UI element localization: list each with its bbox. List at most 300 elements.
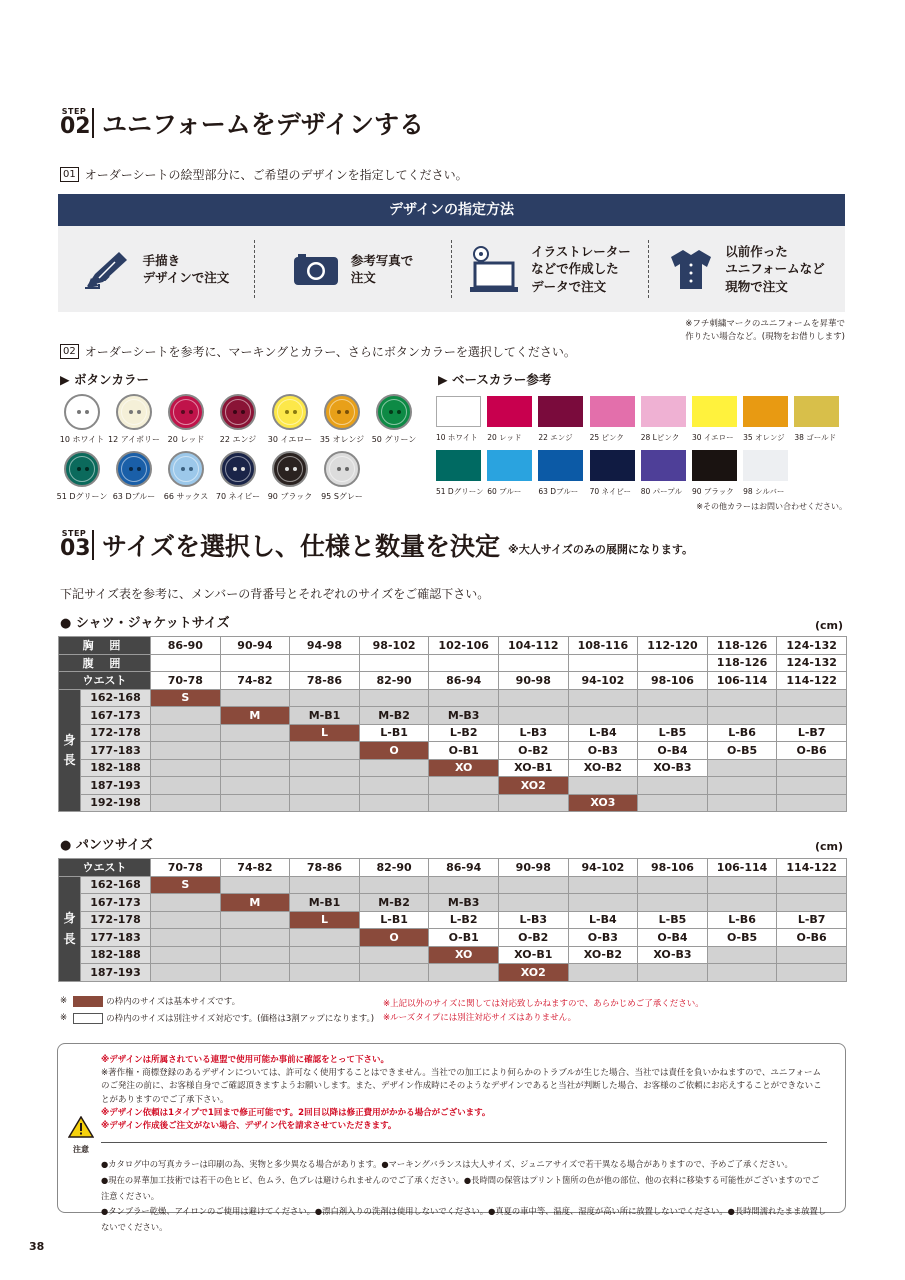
warning-icon [68, 1116, 94, 1138]
size-cell [220, 777, 290, 795]
button-color-item [368, 394, 420, 451]
table-row [59, 777, 847, 795]
base-color-label: 10 ホワイト [436, 433, 478, 442]
base-swatch [538, 396, 583, 427]
height-range: 192-198 [81, 794, 151, 812]
caution-line: ※デザイン作成後ご注文がない場合、デザイン代を請求させていただきます。 [101, 1120, 397, 1131]
size-cell [359, 946, 429, 964]
size-cell [707, 964, 777, 982]
size-cell: XO-B2 [568, 759, 638, 777]
base-color-label: 20 レッド [487, 433, 522, 442]
size-cell [707, 707, 777, 725]
caution-label: 注意 [73, 1145, 89, 1154]
size-cell: O-B1 [429, 929, 499, 947]
base-color-label: 80 パープル [640, 487, 683, 496]
button-color-label: 35 オレンジ [319, 435, 365, 444]
table-header-row [59, 637, 847, 655]
size-cell [707, 946, 777, 964]
step-03-heading [60, 530, 693, 560]
header-cell: 90-94 [220, 637, 290, 655]
header-cell: 90-98 [498, 859, 568, 877]
base-color-label: 22 エンジ [538, 433, 573, 442]
shirt-size-table [58, 636, 847, 812]
button-swatch [376, 394, 412, 430]
button-color-label: 20 レッド [167, 435, 205, 444]
size-cell: L-B7 [777, 724, 847, 742]
table-row [59, 929, 847, 947]
size-cell [151, 894, 221, 912]
base-swatch [641, 396, 686, 427]
size-cell [777, 964, 847, 982]
header-cell: 98-106 [638, 672, 708, 690]
size-cell [777, 894, 847, 912]
size-cell [498, 707, 568, 725]
size-cell: L-B7 [777, 911, 847, 929]
shirt-table-unit: (cm) [814, 619, 843, 632]
size-cell: L-B2 [429, 724, 499, 742]
height-label: 身 長 [59, 876, 81, 981]
size-cell [220, 929, 290, 947]
size-cell [638, 964, 708, 982]
size-cell: M-B2 [359, 707, 429, 725]
base-swatch [436, 450, 481, 481]
size-cell: L-B1 [359, 911, 429, 929]
header-cell: 74-82 [220, 859, 290, 877]
row-header: 胸 囲 [59, 637, 151, 655]
size-cell [151, 724, 221, 742]
size-cell: L-B5 [638, 724, 708, 742]
size-cell [777, 759, 847, 777]
size-cell: L-B6 [707, 911, 777, 929]
header-cell: 104-112 [498, 637, 568, 655]
size-cell: XO3 [568, 794, 638, 812]
size-cell [707, 759, 777, 777]
size-cell: O-B5 [707, 929, 777, 947]
header-cell: 108-116 [568, 637, 638, 655]
button-color-label: 95 Sグレー [321, 492, 363, 501]
header-cell [568, 654, 638, 672]
header-cell [290, 654, 360, 672]
size-cell [707, 689, 777, 707]
method-physical [649, 240, 845, 298]
size-cell [151, 759, 221, 777]
header-cell [220, 654, 290, 672]
size-cell [220, 724, 290, 742]
size-cell [707, 876, 777, 894]
caution-line: ※デザイン依頼は1タイプで1回まで修正可能です。2回目以降は修正費用がかかる場合がございます。 [101, 1107, 491, 1118]
height-range: 177-183 [81, 742, 151, 760]
step-title: サイズを選択し、仕様と数量を決定 [102, 531, 501, 561]
header-cell: 98-106 [638, 859, 708, 877]
header-cell: 102-106 [429, 637, 499, 655]
base-color-label: 25 ピンク [589, 433, 624, 442]
size-cell: L-B2 [429, 911, 499, 929]
size-cell: XO-B3 [638, 759, 708, 777]
camera-icon [293, 252, 339, 286]
table-row [59, 724, 847, 742]
base-color-label: 28 Lピンク [640, 433, 680, 442]
button-color-item [264, 394, 316, 451]
button-color-item [56, 451, 108, 508]
size-cell [359, 964, 429, 982]
button-color-item [160, 394, 212, 451]
button-swatch [272, 394, 308, 430]
header-cell: 124-132 [777, 654, 847, 672]
care-note: ●現在の昇華加工技術では若干の色ヒビ、色ムラ、色ブレは避けられませんのでご了承ください。●長時間の保管はプリント箇所の色が他の部位、他の衣料に移染する可能性がございますのでご注意ください。 [101, 1174, 820, 1201]
size-cell: L-B3 [498, 911, 568, 929]
button-swatch [220, 394, 256, 430]
button-swatch [64, 451, 100, 487]
size-cell: XO-B1 [498, 946, 568, 964]
header-cell: 118-126 [707, 637, 777, 655]
button-swatch [116, 451, 152, 487]
size-cell: O-B5 [707, 742, 777, 760]
size-cell: O-B3 [568, 929, 638, 947]
button-color-title: ▶ ボタンカラー [60, 372, 149, 387]
base-color-item [436, 450, 487, 504]
size-cell: XO-B3 [638, 946, 708, 964]
base-color-label: 70 ネイビー [589, 487, 632, 496]
table-row [59, 894, 847, 912]
base-swatch [743, 396, 788, 427]
size-cell: XO-B2 [568, 946, 638, 964]
size-cell [220, 689, 290, 707]
header-cell: 82-90 [359, 859, 429, 877]
method-photo [255, 240, 452, 298]
header-cell: 106-114 [707, 672, 777, 690]
height-range: 172-178 [81, 724, 151, 742]
size-cell [220, 876, 290, 894]
size-cell [429, 876, 499, 894]
row-header: 腹 囲 [59, 654, 151, 672]
header-cell: 86-94 [429, 672, 499, 690]
base-swatch [538, 450, 583, 481]
caution-line: ※著作権・商標登録のあるデザインについては、許可なく使用することはできません。当社での加工により何らかのトラブルが生じた場合、当社では責任を負いかねますので、ユニフォームのご発注の前に、お客様自身でご確認頂きますようお願いします。また、デザイン作成時にそのようなデザインであると当社が判断した場合、お客様のご依頼にお応えすることができないことがありますのでご了承下さい。 [101, 1068, 822, 1105]
size-cell [220, 911, 290, 929]
size-cell [498, 876, 568, 894]
base-color-item [590, 396, 641, 450]
base-color-item [692, 396, 743, 450]
shirt-icon [669, 247, 713, 291]
height-range: 187-193 [81, 964, 151, 982]
size-cell [290, 777, 360, 795]
size-cell [429, 964, 499, 982]
table-row [59, 689, 847, 707]
care-note: ●カタログ中の写真カラーは印刷の為、実物と多少異なる場合があります。●マーキングバランスは大人サイズ、ジュニアサイズで若干異なる場合がありますので、予めご了承ください。 [101, 1159, 793, 1169]
base-color-item [692, 450, 743, 504]
button-swatch [168, 394, 204, 430]
base-color-item [743, 396, 794, 450]
size-cell [568, 964, 638, 982]
method-label: 参考写真で 注文 [350, 252, 414, 285]
header-cell: 94-102 [568, 859, 638, 877]
size-cell [568, 894, 638, 912]
size-cell [359, 777, 429, 795]
legend-swatch-white [73, 1013, 103, 1024]
caution-box [57, 1043, 846, 1232]
size-cell [151, 964, 221, 982]
size-cell: O-B4 [638, 742, 708, 760]
height-range: 182-188 [81, 946, 151, 964]
size-cell [638, 876, 708, 894]
header-cell: 114-122 [777, 672, 847, 690]
design-method-panel [58, 226, 845, 312]
method-label: イラストレーター などで作成した データで注文 [531, 243, 631, 294]
size-cell [151, 777, 221, 795]
base-color-item [487, 396, 538, 450]
size-cell [220, 964, 290, 982]
size-cell [568, 876, 638, 894]
caution-line: ※デザインは所属されている連盟で使用可能か事前に確認をとって下さい。 [101, 1055, 390, 1065]
table-row [59, 759, 847, 777]
size-cell [151, 946, 221, 964]
header-cell: 94-98 [290, 637, 360, 655]
table-header-row [59, 672, 847, 690]
base-swatch [794, 396, 839, 427]
size-cell: S [151, 876, 221, 894]
size-cell [151, 742, 221, 760]
pants-table-title: ● パンツサイズ [60, 838, 153, 853]
step-02-heading [60, 108, 424, 138]
height-range: 177-183 [81, 929, 151, 947]
button-color-label: 22 エンジ [219, 435, 257, 444]
base-swatch [590, 396, 635, 427]
header-cell [359, 654, 429, 672]
size-cell [638, 794, 708, 812]
base-color-grid [436, 396, 846, 504]
base-swatch [692, 396, 737, 427]
button-swatch [220, 451, 256, 487]
size-cell: O-B1 [429, 742, 499, 760]
button-swatch [324, 451, 360, 487]
step-number: 03 [60, 536, 91, 561]
legend-swatch-brown [73, 996, 103, 1007]
legend-base-size: ※ の枠内のサイズは基本サイズです。 [60, 996, 241, 1007]
table-row [59, 742, 847, 760]
header-cell: 86-94 [429, 859, 499, 877]
base-color-label: 90 ブラック [691, 487, 734, 496]
size-cell: M-B3 [429, 707, 499, 725]
size-cell [638, 894, 708, 912]
button-color-item [264, 451, 316, 508]
button-swatch [272, 451, 308, 487]
base-swatch [590, 450, 635, 481]
size-cell [498, 894, 568, 912]
size-cell: O-B4 [638, 929, 708, 947]
base-color-item [794, 396, 845, 450]
size-cell: L-B4 [568, 724, 638, 742]
size-cell: L [290, 911, 360, 929]
size-cell [290, 742, 360, 760]
base-swatch [436, 396, 481, 427]
table-header-row [59, 859, 847, 877]
size-cell [638, 707, 708, 725]
size-cell [359, 794, 429, 812]
method-data [452, 240, 649, 298]
size-cell [290, 794, 360, 812]
height-range: 162-168 [81, 876, 151, 894]
base-color-label: 63 Dブルー [538, 487, 579, 496]
size-cell: XO [429, 759, 499, 777]
size-cell: M-B1 [290, 894, 360, 912]
design-method-header: デザインの指定方法 [58, 194, 845, 226]
base-color-item [487, 450, 538, 504]
base-color-title: ▶ ベースカラー参考 [438, 372, 552, 387]
base-color-item [538, 450, 589, 504]
header-cell: 118-126 [707, 654, 777, 672]
base-swatch [487, 396, 532, 427]
header-cell: 94-102 [568, 672, 638, 690]
size-cell [777, 794, 847, 812]
size-cell: M-B2 [359, 894, 429, 912]
page-number: 38 [29, 1240, 45, 1253]
button-color-item [316, 394, 368, 451]
size-cell [220, 946, 290, 964]
height-range: 187-193 [81, 777, 151, 795]
height-range: 182-188 [81, 759, 151, 777]
size-cell [498, 794, 568, 812]
size-cell [220, 794, 290, 812]
base-color-label: 38 ゴールド [794, 433, 837, 442]
header-cell: 112-120 [638, 637, 708, 655]
size-cell [498, 689, 568, 707]
size-cell [151, 911, 221, 929]
height-range: 167-173 [81, 894, 151, 912]
button-swatch [116, 394, 152, 430]
table-row [59, 946, 847, 964]
button-color-item [160, 451, 212, 508]
base-color-label: 35 オレンジ [743, 433, 785, 442]
size-cell: M-B1 [290, 707, 360, 725]
header-cell: 106-114 [707, 859, 777, 877]
size-cell [777, 946, 847, 964]
header-cell: 78-86 [290, 859, 360, 877]
header-cell: 74-82 [220, 672, 290, 690]
size-cell [359, 689, 429, 707]
laptop-icon [469, 245, 519, 293]
size-cell: S [151, 689, 221, 707]
size-cell: XO [429, 946, 499, 964]
size-intro: 下記サイズ表を参考に、メンバーの背番号とそれぞれのサイズをご確認下さい。 [60, 587, 490, 601]
instruction-02: 02 オーダーシートを参考に、マーキングとカラー、さらにボタンカラーを選択してください。 [60, 343, 576, 360]
size-cell: M-B3 [429, 894, 499, 912]
size-cell [429, 777, 499, 795]
size-cell [777, 707, 847, 725]
table-row [59, 876, 847, 894]
size-cell: XO2 [498, 777, 568, 795]
size-cell: XO2 [498, 964, 568, 982]
size-cell [290, 759, 360, 777]
base-color-label: 60 ブルー [487, 487, 522, 496]
height-range: 167-173 [81, 707, 151, 725]
size-cell [777, 689, 847, 707]
header-cell: 82-90 [359, 672, 429, 690]
base-color-item [641, 396, 692, 450]
header-cell [638, 654, 708, 672]
legend-extra-size: ※ の枠内のサイズは別注サイズ対応です。(価格は3割アップになります。) [60, 1013, 375, 1024]
height-label: 身 長 [59, 689, 81, 812]
base-color-item [538, 396, 589, 450]
button-color-label: 10 ホワイト [59, 435, 105, 444]
size-cell: XO-B1 [498, 759, 568, 777]
step-title: ユニフォームをデザインする [102, 109, 425, 139]
header-cell: 124-132 [777, 637, 847, 655]
header-cell: 90-98 [498, 672, 568, 690]
base-color-item [590, 450, 641, 504]
size-cell [568, 777, 638, 795]
pants-table-unit: (cm) [814, 840, 843, 853]
method-label: 手描き デザインで注文 [142, 252, 230, 285]
size-cell: O-B6 [777, 929, 847, 947]
size-cell: O [359, 742, 429, 760]
header-cell: 78-86 [290, 672, 360, 690]
height-range: 172-178 [81, 911, 151, 929]
header-cell: 114-122 [777, 859, 847, 877]
button-swatch [64, 394, 100, 430]
size-cell [707, 777, 777, 795]
button-color-label: 70 ネイビー [215, 492, 261, 501]
size-note-2: ※ルーズタイプには別注対応サイズはありません。 [383, 1013, 577, 1023]
size-cell: L-B5 [638, 911, 708, 929]
step-number: 02 [60, 114, 91, 139]
size-cell [359, 759, 429, 777]
button-color-item [56, 394, 108, 451]
size-cell [707, 794, 777, 812]
button-color-label: 66 サックス [163, 492, 209, 501]
button-color-item [108, 451, 160, 508]
button-swatch [168, 451, 204, 487]
size-cell: O-B3 [568, 742, 638, 760]
size-cell [151, 929, 221, 947]
button-color-label: 63 Dブルー [112, 492, 156, 501]
table-row [59, 794, 847, 812]
table-header-row [59, 654, 847, 672]
size-cell: O-B2 [498, 929, 568, 947]
header-cell [429, 654, 499, 672]
size-cell [290, 929, 360, 947]
height-range: 162-168 [81, 689, 151, 707]
size-cell [638, 689, 708, 707]
button-color-label: 50 グリーン [371, 435, 417, 444]
base-color-item [641, 450, 692, 504]
base-color-label: 98 シルバー [743, 487, 785, 496]
size-cell: L-B4 [568, 911, 638, 929]
size-cell: M [220, 707, 290, 725]
size-cell: O-B2 [498, 742, 568, 760]
size-cell: O-B6 [777, 742, 847, 760]
base-swatch [641, 450, 686, 481]
instruction-01: 01 オーダーシートの絵型部分に、ご希望のデザインを指定してください。 [60, 166, 468, 183]
size-cell [290, 876, 360, 894]
button-color-label: 90 ブラック [267, 492, 313, 501]
size-cell: L-B3 [498, 724, 568, 742]
base-color-note: ※その他カラーはお問い合わせください。 [696, 502, 847, 511]
button-swatch [324, 394, 360, 430]
size-cell: M [220, 894, 290, 912]
size-cell [290, 964, 360, 982]
base-color-item [743, 450, 794, 504]
pencil-icon [83, 248, 131, 290]
header-cell: 98-102 [359, 637, 429, 655]
size-cell [429, 689, 499, 707]
pants-size-table [58, 858, 847, 982]
row-header: ウエスト [59, 672, 151, 690]
base-swatch [692, 450, 737, 481]
button-color-label: 30 イエロー [267, 435, 313, 444]
button-color-item [316, 451, 368, 508]
step-label: STEP [61, 107, 87, 116]
size-cell [220, 742, 290, 760]
